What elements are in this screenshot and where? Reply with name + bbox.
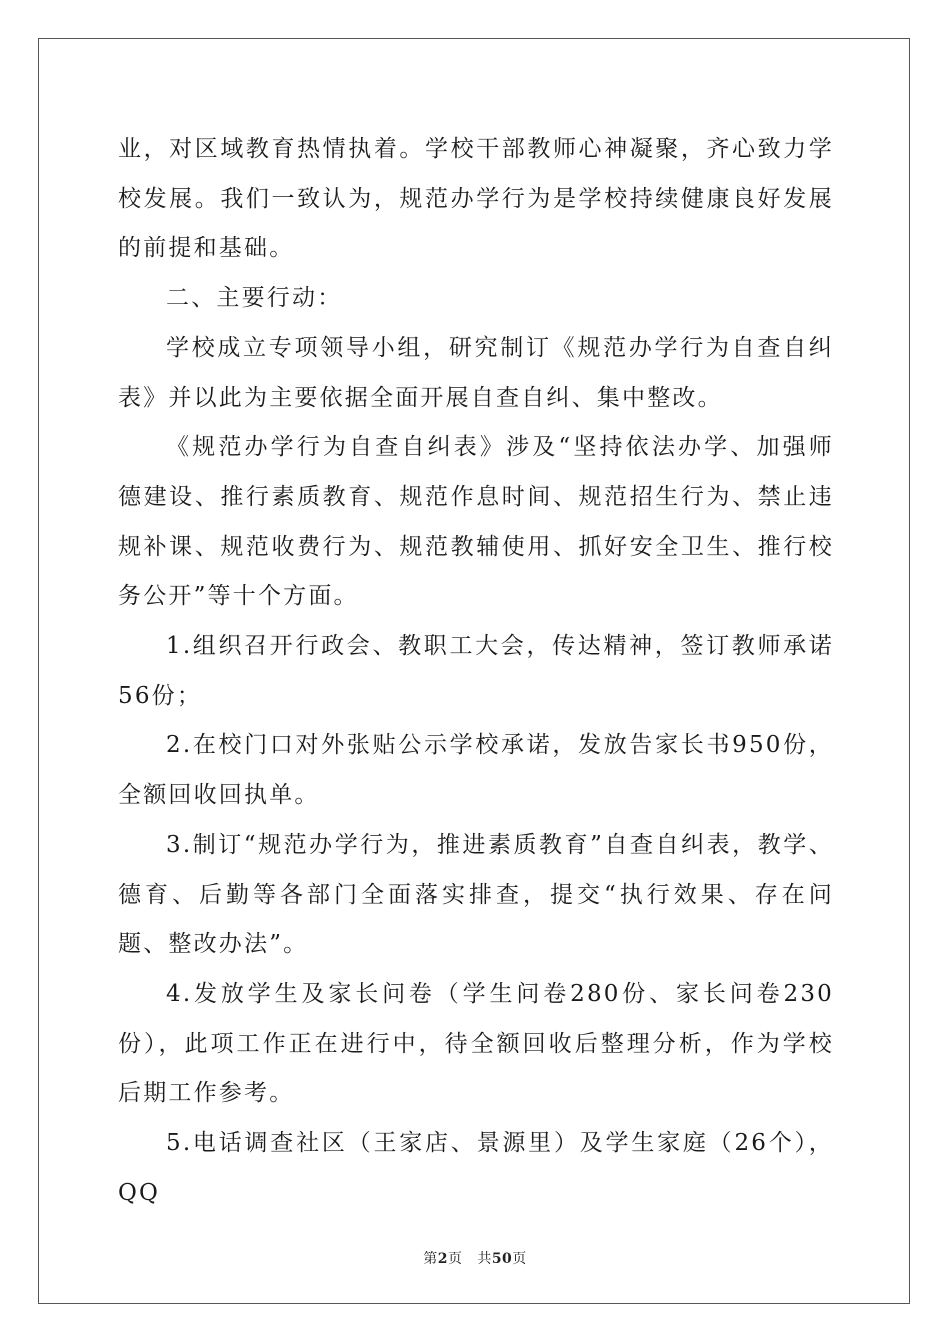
total-pages: 50	[491, 1251, 513, 1267]
paragraph-1: 业，对区域教育热情执着。学校干部教师心神凝聚，齐心致力学校发展。我们一致认为，规范办学行为是学校持续健康良好发展的前提和基础。	[118, 136, 834, 262]
section-heading-main-actions: 二、主要行动：	[166, 285, 343, 312]
document-body	[118, 125, 834, 1218]
list-item-2: 2.在校门口对外张贴公示学校承诺，发放告家长书950份，全额回收回执单。	[118, 732, 834, 809]
page-prefix: 第	[423, 1251, 438, 1267]
paragraph-3: 学校成立专项领导小组，研究制订《规范办学行为自查自纠表》并以此为主要依据全面开展自查自纠、集中整改。	[118, 334, 834, 411]
page-footer	[0, 1248, 950, 1268]
paragraph-4: 《规范办学行为自查自纠表》涉及“坚持依法办学、加强师德建设、推行素质教育、规范作息时间、规范招生行为、禁止违规补课、规范收费行为、规范教辅使用、抓好安全卫生、推行校务公开”等十个方面。	[118, 434, 834, 610]
list-item-3: 3.制订“规范办学行为，推进素质教育”自查自纠表，教学、德育、后勤等各部门全面落实排查，提交“执行效果、存在问题、整改办法”。	[118, 831, 834, 958]
page-number: 2	[437, 1251, 448, 1267]
total-prefix: 共	[477, 1251, 492, 1267]
total-suffix: 页	[512, 1251, 527, 1267]
list-item-1: 1.组织召开行政会、教职工大会，传达精神，签订教师承诺56份；	[118, 633, 834, 709]
list-item-4: 4.发放学生及家长问卷（学生问卷280份、家长问卷230份），此项工作正在进行中，待全额回收后整理分析，作为学校后期工作参考。	[118, 980, 834, 1107]
list-item-5: 5.电话调查社区（王家店、景源里）及学生家庭（26个），QQ	[118, 1130, 834, 1206]
page-suffix: 页	[447, 1251, 463, 1267]
